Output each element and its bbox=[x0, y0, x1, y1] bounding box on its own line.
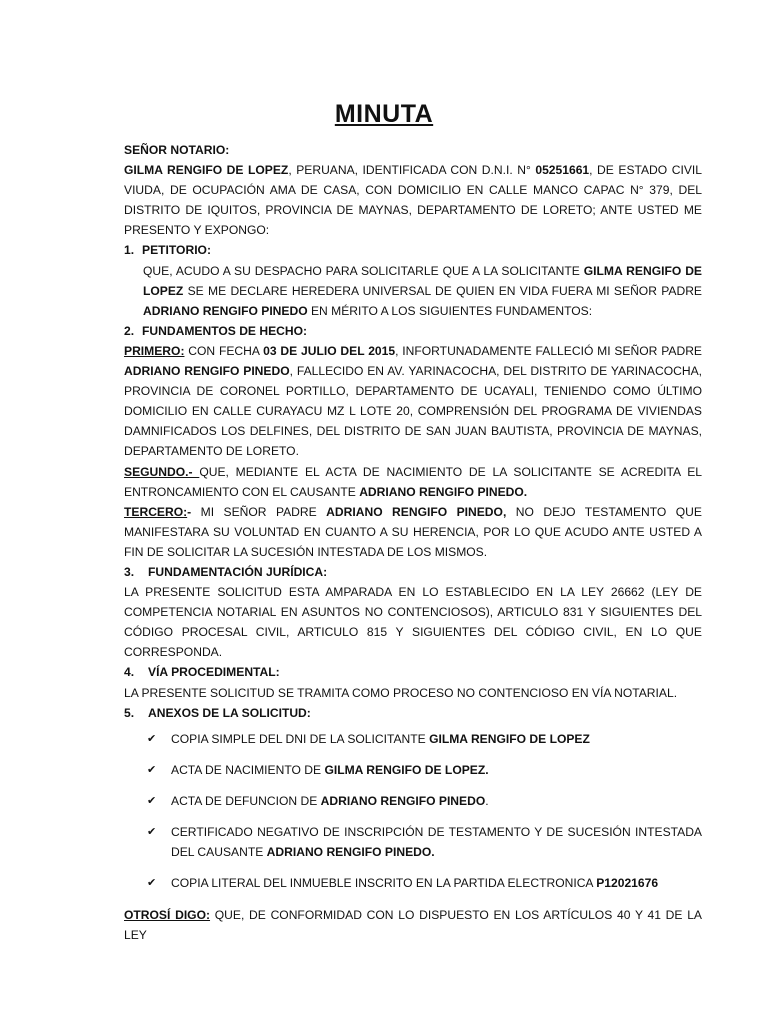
tercero-text-1: MI SEÑOR PADRE bbox=[200, 504, 327, 519]
petitorio-text-1: QUE, ACUDO A SU DESPACHO PARA SOLICITARLE QUE A LA SOLICITANTE bbox=[143, 263, 584, 278]
checkmark-icon: ✔ bbox=[147, 732, 157, 745]
annex-text-plain: COPIA LITERAL DEL INMUEBLE INSCRITO EN LA PARTIDA ELECTRONICA bbox=[171, 876, 597, 891]
annex-text-bold: GILMA RENGIFO DE LOPEZ. bbox=[324, 762, 489, 777]
applicant-name: GILMA RENGIFO DE LOPEZ bbox=[124, 163, 289, 178]
dni-number: 05251661 bbox=[535, 163, 590, 178]
section-number: 2. bbox=[124, 323, 135, 338]
section-heading-juridica bbox=[124, 562, 702, 582]
death-date: 03 DE JULIO DEL 2015 bbox=[263, 343, 396, 358]
annex-text-bold: ADRIANO RENGIFO PINEDO. bbox=[266, 845, 435, 860]
petitorio-text-3: EN MÉRITO A LOS SIGUIENTES FUNDAMENTOS: bbox=[307, 303, 593, 318]
segundo-label: SEGUNDO.- bbox=[124, 464, 200, 479]
section-title: ANEXOS DE LA SOLICITUD: bbox=[148, 705, 311, 720]
checkmark-icon: ✔ bbox=[147, 877, 157, 890]
section-title: VÍA PROCEDIMENTAL: bbox=[148, 665, 280, 680]
primero-text-3: , FALLECIDO EN AV. YARINACOCHA, DEL DISTRITO DE YARINACOCHA, PROVINCIA DE CORONEL PORTILLO, DEPARTAMENTO DE UCAYALI, TENIENDO COMO ÚLTIMO DOMICILIO EN CALLE CURAYACU MZ L LOTE 20, COMPRENSIÓN DEL PROGRAMA DE VIVIENDAS DAMNIFICADOS LOS DELFINES, DEL DISTRITO DE SAN JUAN BAUTISTA, PROVINCIA DE MAYNAS, DEPARTAMENTO DE LORETO. bbox=[124, 364, 702, 459]
checkmark-icon: ✔ bbox=[147, 826, 157, 838]
list-item bbox=[124, 873, 702, 893]
tercero-text-2: NO DEJO TESTAMENTO QUE MANIFESTARA SU VOLUNTAD EN CUANTO A SU HERENCIA, POR LO QUE ACUDO ANTE USTED A FIN DE SOLICITAR LA SUCESIÓN INTESTADA DE LOS MISMOS. bbox=[124, 504, 702, 559]
annex-text-after: . bbox=[485, 793, 489, 808]
segundo-paragraph bbox=[124, 462, 702, 502]
tercero-label: TERCERO: bbox=[124, 504, 188, 519]
list-item bbox=[124, 760, 702, 780]
segundo-text: QUE, MEDIANTE EL ACTA DE NACIMIENTO DE LA SOLICITANTE SE ACREDITA EL ENTRONCAMIENTO CON EL CAUSANTE bbox=[124, 464, 702, 499]
petitorio-name-1: GILMA RENGIFO DE LOPEZ bbox=[143, 263, 702, 298]
annex-text-plain: ACTA DE NACIMIENTO DE bbox=[171, 762, 325, 777]
section-heading-petitorio bbox=[124, 240, 702, 260]
primero-paragraph bbox=[124, 341, 702, 462]
tercero-name: ADRIANO RENGIFO PINEDO, bbox=[326, 504, 507, 519]
otrosi-text: QUE, DE CONFORMIDAD CON LO DISPUESTO EN LOS ARTÍCULOS 40 Y 41 DE LA LEY bbox=[124, 908, 702, 943]
annex-text bbox=[171, 822, 702, 862]
intro-text-2: , DE ESTADO CIVIL VIUDA, DE OCUPACIÓN AMA DE CASA, CON DOMICILIO EN CALLE MANCO CAPAC N° 379, DEL DISTRITO DE IQUITOS, PROVINCIA DE MAYNAS, DEPARTAMENTO DE LORETO; ANTE USTED ME PRESENTO Y EXPONGO: bbox=[124, 163, 702, 238]
procedimental-paragraph: LA PRESENTE SOLICITUD SE TRAMITA COMO PROCESO NO CONTENCIOSO EN VÍA NOTARIAL. bbox=[124, 685, 678, 700]
primero-label: PRIMERO: bbox=[124, 343, 185, 358]
otrosi-paragraph bbox=[124, 905, 702, 945]
annex-text-bold: GILMA RENGIFO DE LOPEZ bbox=[429, 731, 590, 746]
list-item bbox=[124, 822, 702, 862]
salutation: SEÑOR NOTARIO: bbox=[124, 143, 230, 157]
section-title: FUNDAMENTACIÓN JURÍDICA: bbox=[148, 564, 328, 579]
annex-text bbox=[171, 729, 702, 749]
annex-text-plain: ACTA DE DEFUNCION DE bbox=[171, 793, 321, 808]
section-number: 4. bbox=[124, 665, 135, 680]
section-title: PETITORIO: bbox=[142, 243, 211, 258]
primero-name: ADRIANO RENGIFO PINEDO bbox=[124, 364, 290, 379]
annex-list bbox=[124, 729, 702, 894]
annex-text bbox=[171, 873, 702, 893]
document-title: MINUTA bbox=[334, 100, 434, 128]
document-body bbox=[124, 140, 702, 945]
petitorio-name-2: ADRIANO RENGIFO PINEDO bbox=[143, 303, 308, 318]
section-number: 5. bbox=[124, 705, 135, 720]
intro-text-1: , PERUANA, IDENTIFICADA CON D.N.I. N° bbox=[288, 163, 536, 178]
checkmark-icon: ✔ bbox=[147, 794, 157, 807]
otrosi-label: OTROSÍ DIGO: bbox=[124, 908, 211, 923]
list-item bbox=[124, 729, 702, 749]
section-title: FUNDAMENTOS DE HECHO: bbox=[142, 323, 308, 338]
petitorio-paragraph bbox=[124, 261, 702, 321]
primero-text-2: , INFORTUNADAMENTE FALLECIÓ MI SEÑOR PADRE bbox=[395, 343, 702, 358]
section-heading-fundamentos bbox=[124, 321, 702, 341]
intro-paragraph bbox=[124, 160, 702, 240]
juridica-paragraph: LA PRESENTE SOLICITUD ESTA AMPARADA EN LO ESTABLECIDO EN LA LEY 26662 (LEY DE COMPETENCIA NOTARIAL EN ASUNTOS NO CONTENCIOSOS), ARTICULO 831 Y SIGUIENTES DEL CÓDIGO PROCESAL CIVIL, ARTICULO 815 Y SIGUIENTES DEL CÓDIGO CIVIL, EN LO QUE CORRESPONDA. bbox=[124, 585, 702, 660]
tercero-paragraph bbox=[124, 502, 702, 562]
checkmark-icon: ✔ bbox=[147, 763, 157, 776]
section-heading-procedimental bbox=[124, 662, 702, 682]
annex-text-bold: ADRIANO RENGIFO PINEDO bbox=[320, 793, 486, 808]
tercero-separator: - bbox=[187, 504, 201, 519]
annex-text-plain: CERTIFICADO NEGATIVO DE INSCRIPCIÓN DE TESTAMENTO Y DE SUCESIÓN INTESTADA DEL CAUSANTE bbox=[171, 825, 702, 860]
segundo-name: ADRIANO RENGIFO PINEDO. bbox=[359, 484, 528, 499]
section-heading-anexos bbox=[124, 703, 702, 723]
section-number: 1. bbox=[124, 243, 135, 258]
annex-text-bold: P12021676 bbox=[596, 876, 659, 891]
petitorio-text-2: SE ME DECLARE HEREDERA UNIVERSAL DE QUIEN EN VIDA FUERA MI SEÑOR PADRE bbox=[183, 283, 702, 298]
list-item bbox=[124, 791, 702, 811]
section-number: 3. bbox=[124, 564, 135, 579]
primero-text-1: CON FECHA bbox=[184, 343, 264, 358]
annex-text bbox=[171, 791, 702, 811]
annex-text bbox=[171, 760, 702, 780]
annex-text-plain: COPIA SIMPLE DEL DNI DE LA SOLICITANTE bbox=[171, 731, 430, 746]
